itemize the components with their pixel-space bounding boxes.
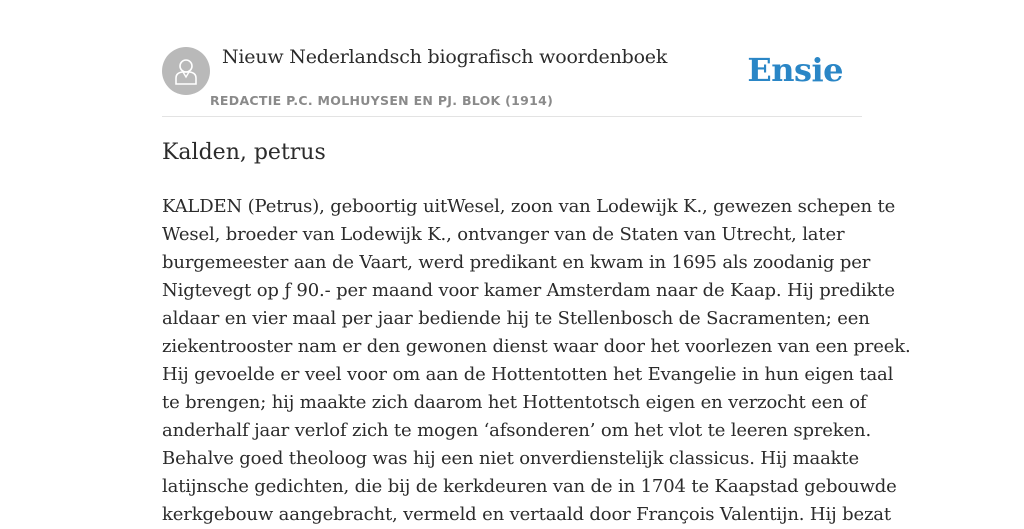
body-line: aldaar en vier maal per jaar bediende hij te Stellenbosch de Sacramenten; een: [162, 308, 870, 329]
body-line: ziekentrooster nam er den gewonen dienst waar door het voorlezen van een preek.: [162, 336, 911, 357]
ensie-logo[interactable]: Ensie: [747, 51, 843, 89]
header: [162, 46, 862, 117]
body-line: te brengen; hij maakte zich daarom het Hottentotsch eigen en verzocht een of: [162, 392, 867, 413]
body-line: burgemeester aan de Vaart, werd predikant en kwam in 1695 als zoodanig per: [162, 252, 871, 273]
body-line: KALDEN (Petrus), geboortig uitWesel, zoon van Lodewijk K., gewezen schepen te: [162, 196, 896, 217]
body-line: Nigtevegt op ƒ 90.- per maand voor kamer Amsterdam naar de Kaap. Hij predikte: [162, 280, 895, 301]
body-line: Behalve goed theoloog was hij een niet onverdienstelijk classicus. Hij maakte: [162, 448, 859, 469]
byline: REDACTIE P.C. MOLHUYSEN EN PJ. BLOK (1914): [210, 93, 554, 108]
body-line: kerkgebouw aangebracht, vermeld en vertaald door François Valentijn. Hij bezat: [162, 504, 891, 525]
body-line: Wesel, broeder van Lodewijk K., ontvanger van de Staten van Utrecht, later: [162, 224, 845, 245]
body-line: anderhalf jaar verlof zich te mogen ‘afsonderen’ om het vlot te leeren spreken.: [162, 420, 872, 441]
user-silhouette-icon: [173, 56, 199, 86]
book-title[interactable]: Nieuw Nederlandsch biografisch woordenboek: [222, 46, 668, 68]
entry-title: Kalden, petrus: [162, 140, 326, 165]
body-line: latijnsche gedichten, die bij de kerkdeuren van de in 1704 te Kaapstad gebouwde: [162, 476, 897, 497]
user-avatar-icon[interactable]: [162, 47, 210, 95]
entry-body: [162, 193, 911, 529]
body-line: Hij gevoelde er veel voor om aan de Hottentotten het Evangelie in hun eigen taal: [162, 364, 894, 385]
